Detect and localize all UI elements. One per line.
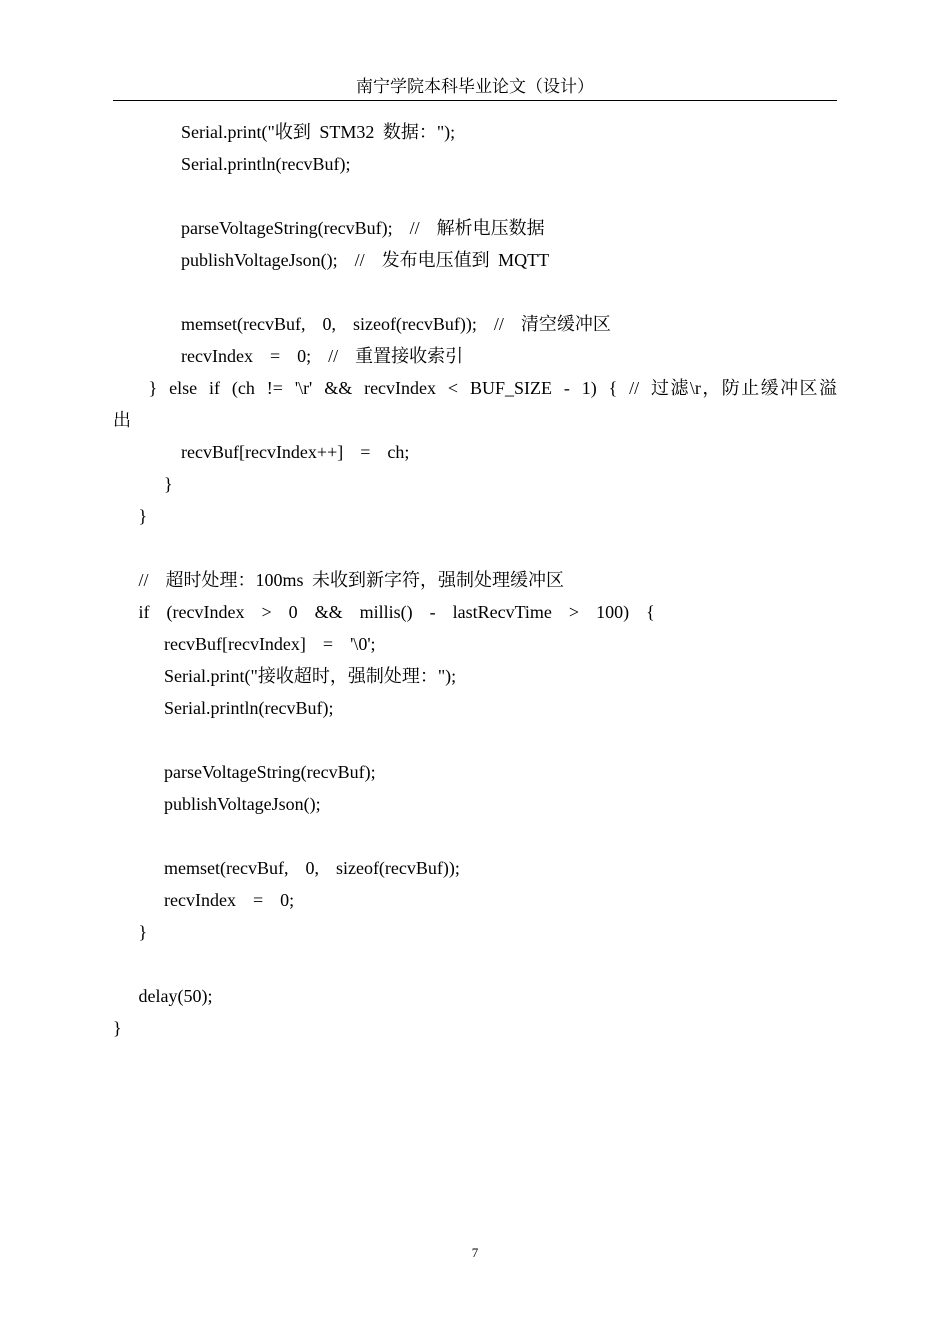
code-line: }	[113, 922, 148, 942]
code-line: if (recvIndex > 0 && millis() - lastRecvTime > 100) {	[113, 602, 655, 622]
code-line: recvIndex = 0; // 重置接收索引	[113, 346, 464, 366]
code-line: delay(50);	[113, 986, 213, 1006]
code-line: publishVoltageJson();	[113, 794, 321, 814]
code-line: Serial.print("接收超时，强制处理：");	[113, 666, 457, 686]
code-line: memset(recvBuf, 0, sizeof(recvBuf));	[113, 858, 460, 878]
page-header: 南宁学院本科毕业论文（设计）	[356, 77, 594, 96]
code-line	[113, 820, 837, 852]
code-line	[113, 724, 837, 756]
code-line: Serial.println(recvBuf);	[113, 698, 334, 718]
code-line	[113, 180, 837, 212]
page-number: 7	[471, 1245, 479, 1260]
code-line: Serial.println(recvBuf);	[113, 154, 351, 174]
code-line: parseVoltageString(recvBuf);	[113, 762, 376, 782]
code-line: } else if (ch != '\r' && recvIndex < BUF_SIZE - 1) { // 过滤\r，防止缓冲区溢	[113, 378, 837, 398]
code-line: }	[113, 1018, 122, 1038]
code-line: 出	[113, 410, 131, 430]
code-line: parseVoltageString(recvBuf); // 解析电压数据	[113, 218, 545, 238]
code-line: recvBuf[recvIndex] = '\0';	[113, 634, 376, 654]
code-line: // 超时处理：100ms 未收到新字符，强制处理缓冲区	[113, 570, 565, 590]
code-line: recvBuf[recvIndex++] = ch;	[113, 442, 410, 462]
code-line: publishVoltageJson(); // 发布电压值到 MQTT	[113, 250, 550, 270]
code-line	[113, 276, 837, 308]
code-line: recvIndex = 0;	[113, 890, 295, 910]
code-line: memset(recvBuf, 0, sizeof(recvBuf)); // 清空缓冲区	[113, 314, 611, 334]
code-line: Serial.print("收到 STM32 数据：");	[113, 122, 456, 142]
code-line: }	[113, 474, 173, 494]
code-line	[113, 948, 837, 980]
code-line	[113, 532, 837, 564]
header-divider	[113, 100, 837, 101]
code-line: }	[113, 506, 148, 526]
